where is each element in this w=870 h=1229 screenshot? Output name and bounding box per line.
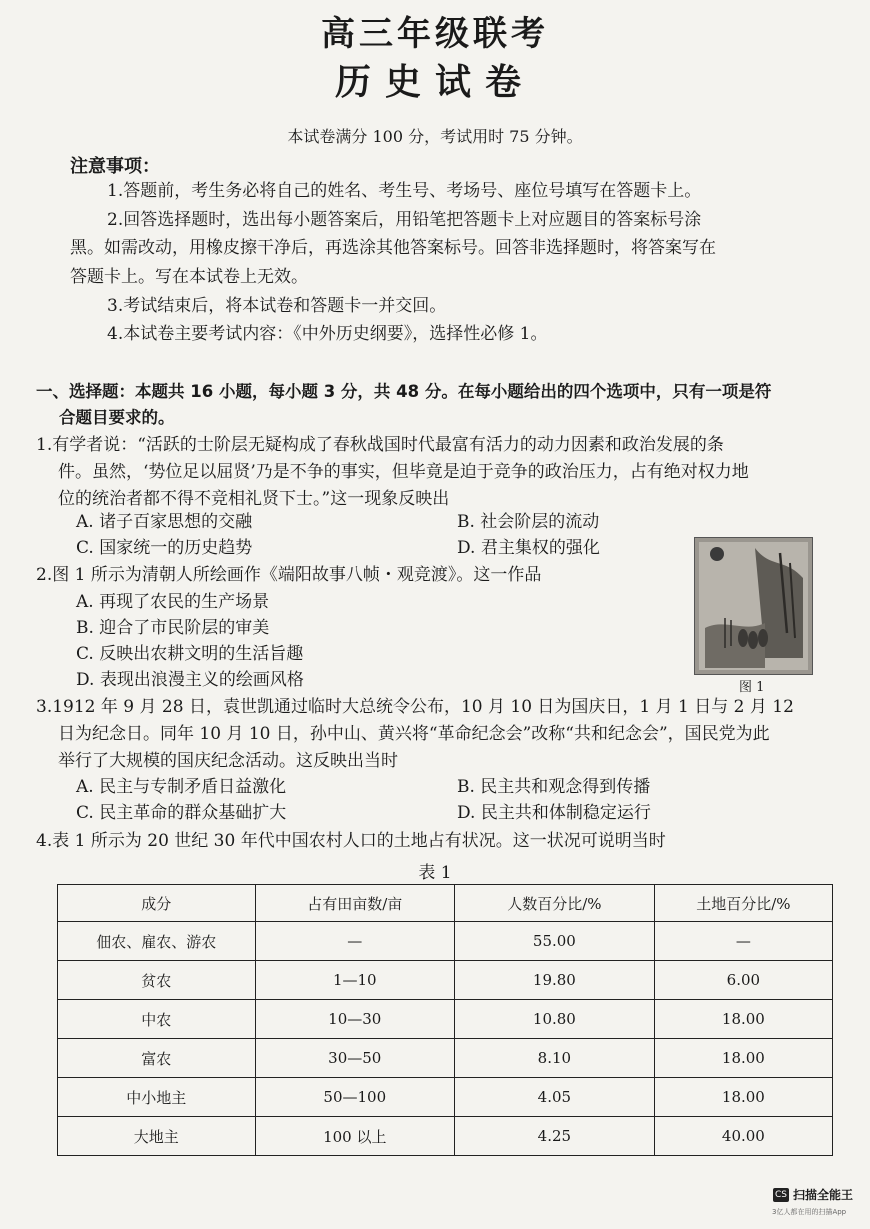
- table-cell: 6.00: [654, 961, 832, 1000]
- scanner-watermark-sub: 3亿人都在用的扫描App: [772, 1208, 847, 1216]
- subject-title: 历史试卷: [334, 62, 535, 103]
- table-cell: 中农: [58, 1000, 256, 1039]
- table-cell: 4.05: [455, 1078, 655, 1117]
- notice-line: 答题卡上。写在本试卷上无效。: [70, 267, 308, 287]
- table-cell: 18.00: [654, 1000, 832, 1039]
- q2-option-b[interactable]: B. 迎合了市民阶层的审美: [76, 618, 270, 638]
- painting-illustration: [695, 538, 812, 674]
- table-cell: 55.00: [455, 922, 655, 961]
- section-heading-cont: 合题目要求的。: [59, 408, 175, 427]
- table-header-cell: 占有田亩数/亩: [255, 885, 454, 922]
- table-cell: 18.00: [654, 1078, 832, 1117]
- table-cell: —: [654, 922, 832, 961]
- scanner-logo-icon: CS: [775, 1190, 787, 1200]
- q1-option-d[interactable]: D. 君主集权的强化: [457, 538, 600, 558]
- land-ownership-table: [57, 884, 833, 1156]
- table-row: [58, 961, 833, 1000]
- table-cell: 10—30: [255, 1000, 454, 1039]
- table-row: [58, 1000, 833, 1039]
- table-cell: 富农: [58, 1039, 256, 1078]
- q3-option-d[interactable]: D. 民主共和体制稳定运行: [457, 803, 651, 823]
- table-cell: 大地主: [58, 1117, 256, 1156]
- table-title: 表 1: [418, 863, 452, 883]
- notice-line: 2.回答选择题时，选出每小题答案后，用铅笔把答题卡上对应题目的答案标号涂: [107, 210, 702, 230]
- q2-option-c[interactable]: C. 反映出农耕文明的生活旨趣: [76, 644, 304, 664]
- q1-option-c[interactable]: C. 国家统一的历史趋势: [76, 538, 253, 558]
- q2-option-d[interactable]: D. 表现出浪漫主义的绘画风格: [76, 670, 304, 690]
- q1-stem-line: 1.有学者说：“活跃的士阶层无疑构成了春秋战国时代最富有活力的动力因素和政治发展的条: [36, 435, 724, 455]
- q3-stem-line: 3.1912 年 9 月 28 日，袁世凯通过临时大总统令公布，10 月 10 日为国庆日，1 月 1 日与 2 月 12: [36, 697, 794, 717]
- table-header-row: [58, 885, 833, 922]
- table-cell: 中小地主: [58, 1078, 256, 1117]
- table-cell: 贫农: [58, 961, 256, 1000]
- notice-line: 3.考试结束后，将本试卷和答题卡一并交回。: [107, 296, 447, 316]
- q2-stem: 2.图 1 所示为清朝人所绘画作《端阳故事八帧・观竞渡》。这一作品: [36, 565, 542, 585]
- exam-title: 高三年级联考: [321, 14, 549, 54]
- table-cell: 1—10: [255, 961, 454, 1000]
- section-heading: 一、选择题：本题共 16 小题，每小题 3 分，共 48 分。在每小题给出的四个选项中，只有一项是符: [36, 382, 772, 401]
- scanner-watermark: 扫描全能王: [793, 1188, 854, 1202]
- figure-caption: 图 1: [739, 680, 765, 695]
- table-cell: 4.25: [455, 1117, 655, 1156]
- q4-stem: 4.表 1 所示为 20 世纪 30 年代中国农村人口的土地占有状况。这一状况可说明当时: [36, 831, 666, 851]
- table-row: [58, 1078, 833, 1117]
- table-row: [58, 1117, 833, 1156]
- table-header-cell: 人数百分比/%: [455, 885, 655, 922]
- q3-stem-line: 日为纪念日。同年 10 月 10 日，孙中山、黄兴将“革命纪念会”改称“共和纪念会”，国民党为此: [58, 724, 770, 744]
- table-cell: 30—50: [255, 1039, 454, 1078]
- notice-line: 4.本试卷主要考试内容：《中外历史纲要》，选择性必修 1。: [107, 324, 548, 344]
- q1-option-b[interactable]: B. 社会阶层的流动: [457, 512, 600, 532]
- q3-option-c[interactable]: C. 民主革命的群众基础扩大: [76, 803, 287, 823]
- notice-line: 黑。如需改动，用橡皮擦干净后，再选涂其他答案标号。回答非选择题时，将答案写在: [70, 238, 716, 258]
- table-cell: —: [255, 922, 454, 961]
- table-cell: 50—100: [255, 1078, 454, 1117]
- notice-line: 1.答题前，考生务必将自己的姓名、考生号、考场号、座位号填写在答题卡上。: [107, 181, 702, 201]
- notice-title: 注意事项：: [70, 156, 160, 177]
- table-cell: 19.80: [455, 961, 655, 1000]
- q1-stem-line: 件。虽然，‘势位足以屈贤’乃是不争的事实，但毕竟是迫于竞争的政治压力，占有绝对权力地: [58, 462, 749, 482]
- table-row: [58, 922, 833, 961]
- table-cell: 佃农、雇农、游农: [58, 922, 256, 961]
- table-cell: 40.00: [654, 1117, 832, 1156]
- table-cell: 100 以上: [255, 1117, 454, 1156]
- table-cell: 10.80: [455, 1000, 655, 1039]
- table-header-cell: 成分: [58, 885, 256, 922]
- exam-info: 本试卷满分 100 分，考试用时 75 分钟。: [287, 127, 583, 146]
- q1-stem-line: 位的统治者都不得不竞相礼贤下士。”这一现象反映出: [58, 489, 450, 509]
- q3-option-a[interactable]: A. 民主与专制矛盾日益激化: [76, 777, 287, 797]
- q1-option-a[interactable]: A. 诸子百家思想的交融: [76, 512, 253, 532]
- q3-stem-line: 举行了大规模的国庆纪念活动。这反映出当时: [58, 751, 398, 771]
- table-cell: 8.10: [455, 1039, 655, 1078]
- table-cell: 18.00: [654, 1039, 832, 1078]
- q2-option-a[interactable]: A. 再现了农民的生产场景: [76, 592, 270, 612]
- figure-painting: [694, 537, 813, 675]
- table-header-cell: 土地百分比/%: [654, 885, 832, 922]
- q3-option-b[interactable]: B. 民主共和观念得到传播: [457, 777, 651, 797]
- table-row: [58, 1039, 833, 1078]
